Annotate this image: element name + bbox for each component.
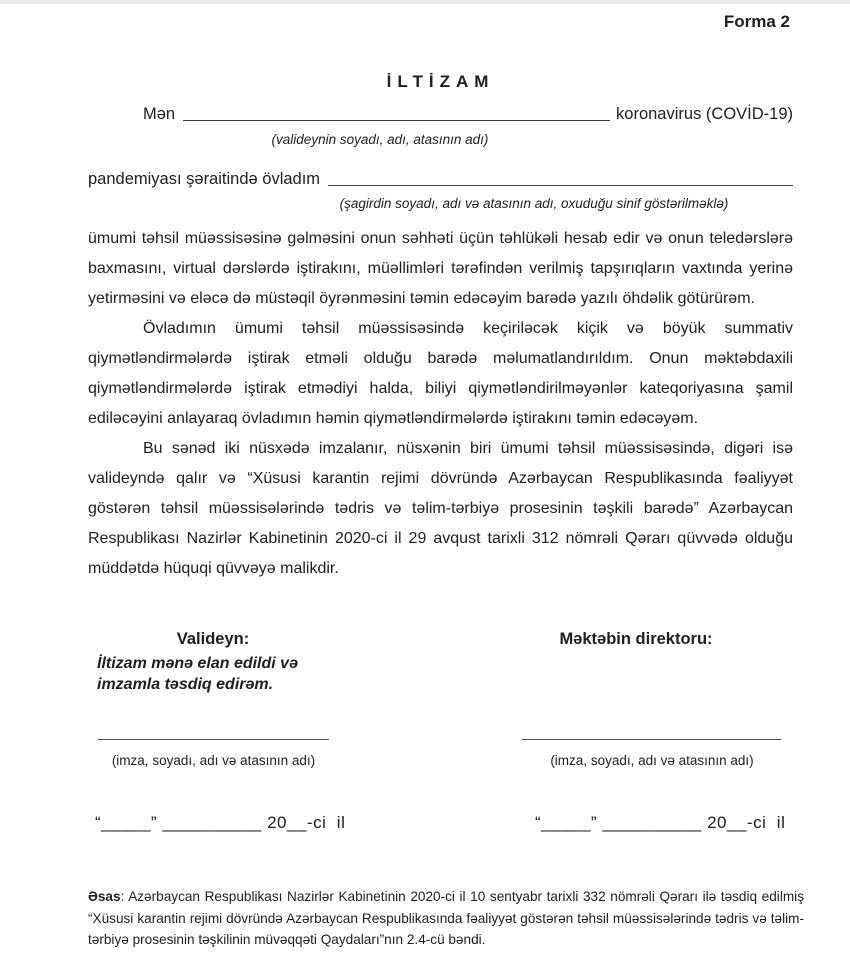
parent-line-prefix: Mən [143, 105, 176, 123]
parent-name-blank-field[interactable] [183, 119, 610, 121]
director-heading: Məktəbin direktoru: [559, 630, 713, 648]
parent-name-caption: (valideynin soyadı, adı, atasının adı) [271, 132, 489, 147]
parent-date-line[interactable]: “_____” __________ 20__-ci il [95, 813, 346, 832]
parent-signature-caption: (imza, soyadı, adı və atasının adı) [111, 753, 316, 768]
covid-suffix-label: koronavirus (COVİD-19) [616, 105, 793, 123]
parent-name-row [143, 101, 793, 124]
parent-note-line1: İltizam mənə elan edildi və [97, 655, 298, 672]
child-name-caption: (şagirdin soyadı, adı və atasının adı, oxuduğu sinif göstərilməklə) [339, 196, 729, 211]
parent-acknowledgement-note [97, 653, 298, 695]
child-name-blank-field[interactable] [328, 184, 793, 186]
parent-heading: Valideyn: [176, 630, 250, 648]
obligation-body [88, 224, 793, 584]
parent-signature-line[interactable] [98, 739, 329, 740]
director-signature-line[interactable] [522, 739, 781, 740]
legal-basis-note [88, 886, 804, 951]
legal-basis-label: Əsas [88, 889, 121, 904]
form-number-label: Forma 2 [723, 12, 790, 31]
paragraph-obligation: ümumi təhsil müəssisəsinə gəlməsini onun səhhəti üçün təhlükəli hesab edir və onun teledərslərə baxmasını, virtual dərslərdə iştirakını, müəllimləri tərəfindən verilmiş tapşırıqların vaxtında yerinə yetirməsini və eləcə də müstəqil öyrənməsini təmin edəcəyim barədə yazılı öhdəlik götürürəm. [88, 230, 793, 307]
document-title: İLTİZAM [386, 72, 495, 91]
child-line-prefix: pandemiyası şəraitində övladım [88, 170, 321, 188]
legal-basis-text: : Azərbaycan Respublikası Nazirlər Kabinetinin 2020-ci il 10 sentyabr tarixli 332 nömrəli Qərarı ilə təsdiq edilmiş “Xüsusi karantin rejimi dövründə Azərbaycan Respublikasında fəaliyyət göstərən təhsil müəssisələrində tədris və təlim-tərbiyə prosesinin təşkilinin müvəqqəti Qaydaları”nın 2.4-cü bəndi. [88, 889, 804, 947]
paragraph-assessments: Övladımın ümumi təhsil müəssisəsində keçiriləcək kiçik və böyük summativ qiymətləndirmələrdə iştirak etməli olduğu barədə məlumatlandırıldım. Onun məktəbdaxili qiymətləndirmələrdə iştirak etmədiyi halda, biliyi qiymətləndirilməyənlər kateqoriyasına şamil ediləcəyini anlayaraq övladımın həmin qiymətləndirmələrdə iştirakını təmin edəcəyəm. [88, 320, 793, 427]
paragraph-legal-validity: Bu sənəd iki nüsxədə imzalanır, nüsxənin biri ümumi təhsil müəssisəsində, digəri isə valideyndə qalır və “Xüsusi karantin rejimi dövründə Azərbaycan Respublikasında fəaliyyət göstərən təhsil müəssisələrində tədris və təlim-tərbiyə prosesinin təşkili barədə” Azərbaycan Respublikası Nazirlər Kabinetinin 2020-ci il 29 avqust tarixli 312 nömrəli Qərarı qüvvədə olduğu müddətdə hüquqi qüvvəyə malikdir. [88, 440, 793, 577]
director-date-line[interactable]: “_____” __________ 20__-ci il [535, 813, 786, 832]
child-name-row [88, 166, 793, 189]
page-top-edge [0, 0, 850, 4]
director-signature-caption: (imza, soyadı, adı və atasının adı) [550, 753, 754, 768]
parent-note-line2: imzamla təsdiq edirəm. [97, 676, 274, 693]
